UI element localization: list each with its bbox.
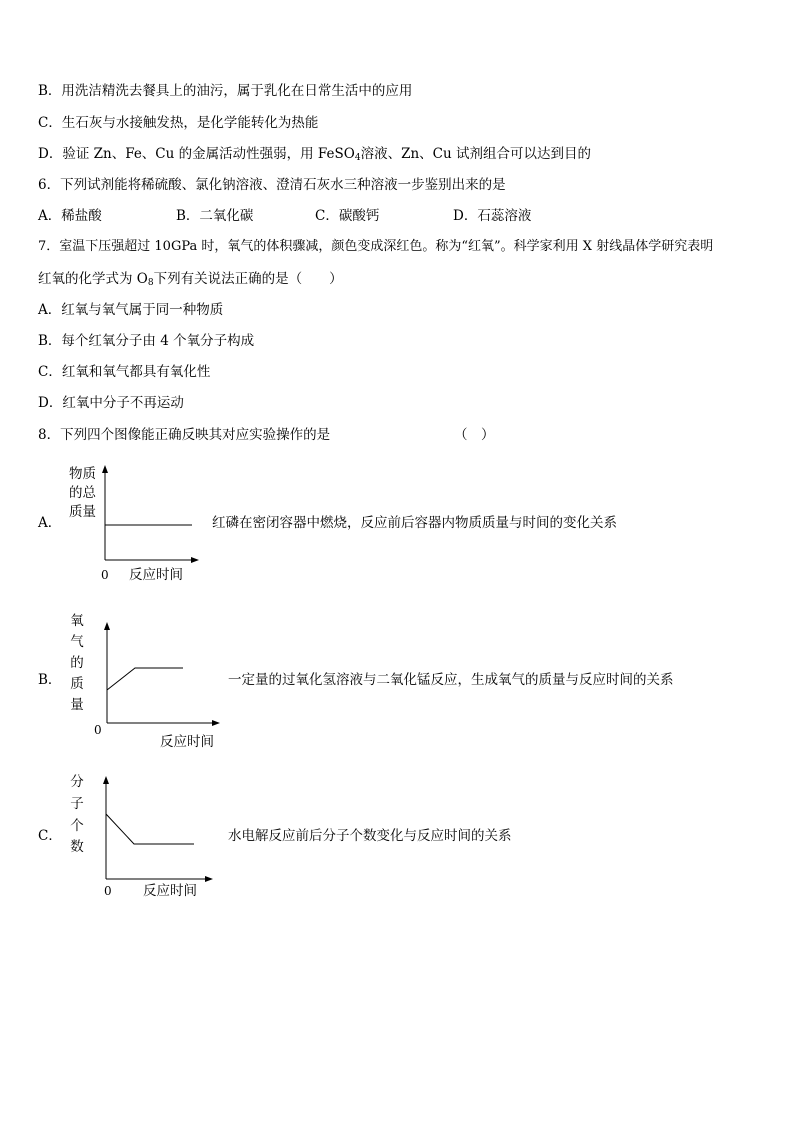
graph-c-ylabel-char4: 数 [70,839,84,855]
graph-c-origin: 0 [104,884,112,898]
graph-a-ylabel-line2: 的总 [69,485,96,501]
graph-a-ylabel-line1: 物质 [69,466,96,482]
graph-a-x-arrow [191,557,199,563]
q7-option-a: A．红氧与氧气属于同一种物质 [38,302,224,318]
q5-option-d-text-end: 溶液、Zn、Cu 试剂组合可以达到目的 [360,146,591,162]
graph-b-ylabel-char4: 质 [70,676,84,692]
q6-option-c: C．碳酸钙 [315,208,380,224]
graph-b-origin: 0 [94,723,102,737]
graph-b-plot [97,622,227,732]
q7-option-b: B．每个红氧分子由 4 个氧分子构成 [38,333,255,349]
graph-c-plot [96,776,226,886]
graph-c-ylabel-char2: 子 [70,796,84,812]
graph-b-description: 一定量的过氧化氢溶液与二氧化锰反应，生成氧气的质量与反应时间的关系 [228,672,674,688]
graph-c-x-arrow [205,876,213,882]
q6-option-d: D．石蕊溶液 [453,208,532,224]
graph-b-y-arrow [104,622,110,630]
graph-a-origin: 0 [101,568,109,582]
graph-b-curve [107,668,183,690]
q5-option-d [38,145,591,167]
graph-c-ylabel-char1: 分 [70,774,84,790]
q6-stem: 6．下列试剂能将稀硫酸、氯化钠溶液、澄清石灰水三种溶液一步鉴别出来的是 [38,177,506,193]
graph-b-letter: B． [38,672,62,688]
q6-option-a: A．稀盐酸 [38,208,102,224]
q5-option-d-text: D．验证 Zn、Fe、Cu 的金属活动性强弱，用 FeSO [38,146,355,162]
q7-stem-subscript: 8 [147,278,154,288]
q7-option-d: D．红氧中分子不再运动 [38,395,184,411]
q5-option-c: C．生石灰与水接触发热，是化学能转化为热能 [38,115,319,131]
graph-b-xlabel: 反应时间 [160,734,214,750]
graph-a-y-arrow [102,465,108,473]
q5-option-d-subscript: 4 [354,153,361,163]
q7-stem-line2 [38,270,343,292]
q8-answer-paren: （ ） [454,427,495,443]
q8-stem: 8．下列四个图像能正确反映其对应实验操作的是 [38,427,331,443]
q5-option-b: B．用洗洁精洗去餐具上的油污，属于乳化在日常生活中的应用 [38,83,413,99]
graph-a-description: 红磷在密闭容器中燃烧，反应前后容器内物质质量与时间的变化关系 [212,515,617,531]
graph-c-y-arrow [103,776,109,784]
graph-b-ylabel-char5: 量 [70,697,84,713]
q7-option-c: C．红氧和氧气都具有氧化性 [38,364,211,380]
q6-option-b: B．二氧化碳 [176,208,254,224]
graph-b-x-arrow [212,720,220,726]
graph-a-xlabel: 反应时间 [129,567,183,583]
q7-stem-line1: 7．室温下压强超过 10GPa 时，氧气的体积骤减，颜色变成深红色。称为“红氧”。科学家利用 X 射线晶体学研究表明 [38,239,714,254]
graph-a-plot [95,465,205,575]
graph-c-ylabel-char3: 个 [70,818,84,834]
graph-b-ylabel-char2: 气 [70,634,84,650]
q7-stem-text: 红氧的化学式为 O [38,271,148,287]
graph-a-ylabel-line3: 质量 [69,504,96,520]
graph-c-letter: C． [38,828,62,844]
graph-c-description: 水电解反应前后分子个数变化与反应时间的关系 [228,828,512,844]
graph-b-ylabel-char3: 的 [70,655,84,671]
graph-b-ylabel-char1: 氧 [70,613,84,629]
graph-c-xlabel: 反应时间 [143,883,197,899]
graph-c-curve [106,814,194,844]
q7-stem-text-end: 下列有关说法正确的是（ ） [153,271,343,287]
graph-a-letter: A． [38,515,62,531]
